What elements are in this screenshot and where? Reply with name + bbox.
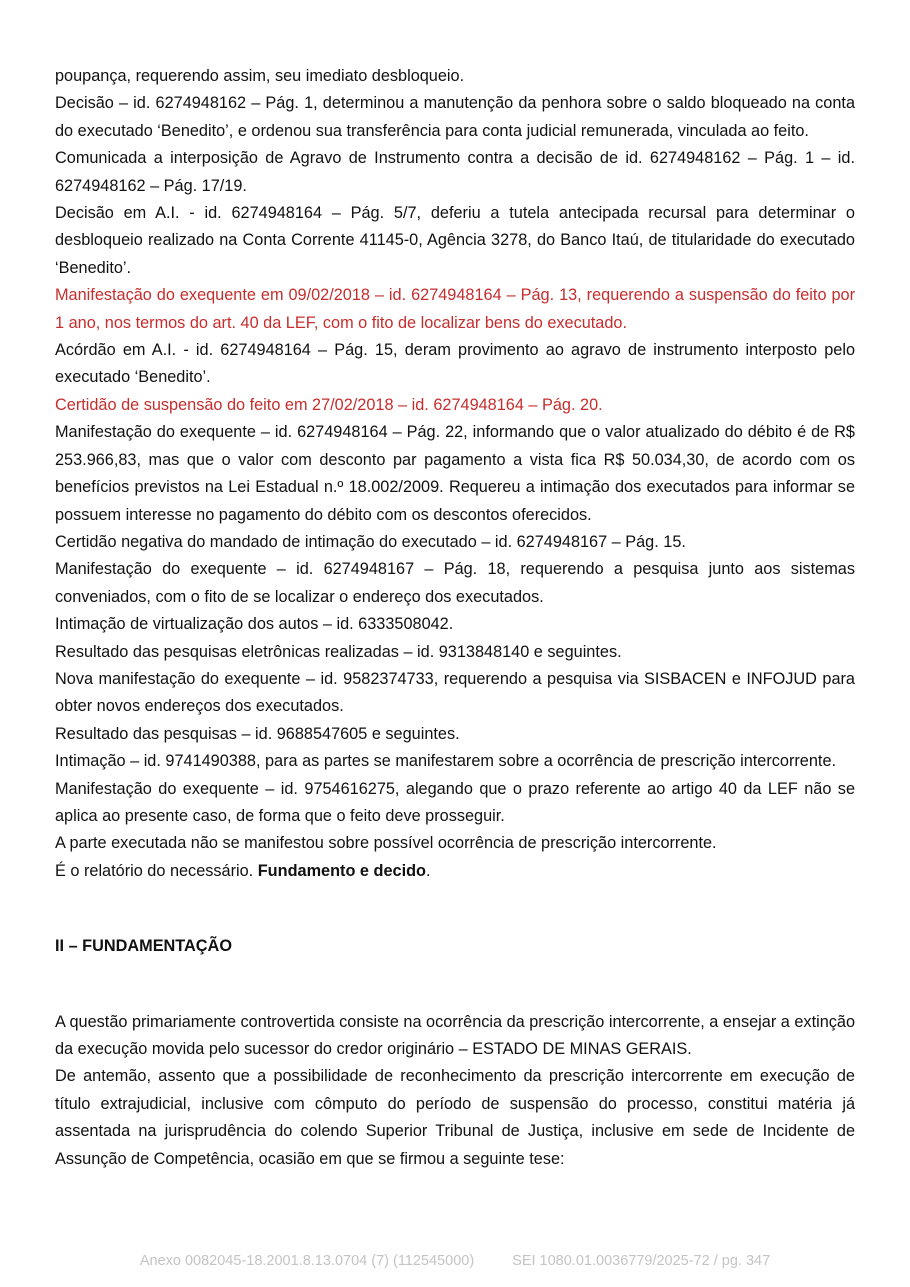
footer-sei-reference: SEI 1080.01.0036779/2025-72 / pg. 347 <box>512 1253 771 1269</box>
report-list <box>55 63 855 885</box>
closing-bold: Fundamento e decido <box>257 861 426 880</box>
report-paragraph: Manifestação do exequente – id. 6274948167 – Pág. 18, requerendo a pesquisa junto aos sistemas conveniados, com o fito de se localizar o endereço dos executados. <box>55 560 855 606</box>
report-paragraph: Resultado das pesquisas – id. 9688547605 e seguintes. <box>55 724 460 743</box>
page-footer <box>0 1253 910 1269</box>
highlighted-paragraph: Certidão de suspensão do feito em 27/02/2018 – id. 6274948164 – Pág. 20. <box>55 395 603 414</box>
report-paragraph: poupança, requerendo assim, seu imediato desbloqueio. <box>55 67 465 85</box>
report-paragraph: Decisão – id. 6274948162 – Pág. 1, determinou a manutenção da penhora sobre o saldo bloqueado na conta do executado ‘Benedito’, e ordenou sua transferência para conta judicial remunerada, vinculada ao feito. <box>55 94 855 140</box>
report-paragraph: A parte executada não se manifestou sobre possível ocorrência de prescrição intercorrente. <box>55 834 717 853</box>
closing-sentence <box>55 858 855 885</box>
report-paragraph: Intimação de virtualização dos autos – id. 6333508042. <box>55 615 454 634</box>
footer-annex: Anexo 0082045-18.2001.8.13.0704 (7) (112545000) <box>139 1253 475 1269</box>
reasoning-paragraph: De antemão, assento que a possibilidade de reconhecimento da prescrição intercorrente em execução de título extrajudicial, inclusive com cômputo do período de suspensão do processo, constitui matéria já assentada na jurisprudência do colendo Superior Tribunal de Justiça, inclusive em sede de Incidente de Assunção de Competência, ocasião em que se firmou a seguinte tese: <box>55 1067 855 1168</box>
spacer <box>55 961 855 1009</box>
document-page <box>55 63 855 1173</box>
reasoning-paragraph: A questão primariamente controvertida consiste na ocorrência da prescrição intercorrente, a ensejar a extinção da execução movida pelo sucessor do credor originário – ESTADO DE MINAS GERAIS. <box>55 1012 856 1058</box>
section-heading: II – FUNDAMENTAÇÃO <box>55 937 232 956</box>
closing-prefix: É o relatório do necessário. <box>55 861 258 880</box>
report-paragraph: Acórdão em A.I. - id. 6274948164 – Pág. 15, deram provimento ao agravo de instrumento interposto pelo executado ‘Benedito’. <box>55 341 855 387</box>
report-paragraph: Manifestação do exequente – id. 6274948164 – Pág. 22, informando que o valor atualizado do débito é de R$ 253.966,83, mas que o valor com desconto par pagamento a vista fica R$ 50.034,30, de acordo com os benefícios previstos na Lei Estadual n.º 18.002/2009. Requereu a intimação dos executados para informar se possuem interesse no pagamento do débito com os descontos oferecidos. <box>55 423 855 524</box>
reasoning-section <box>55 1009 855 1173</box>
closing-suffix: . <box>426 861 431 880</box>
spacer <box>55 885 855 933</box>
report-paragraph: Certidão negativa do mandado de intimação do executado – id. 6274948167 – Pág. 15. <box>55 532 686 551</box>
report-paragraph: Decisão em A.I. - id. 6274948164 – Pág. 5/7, deferiu a tutela antecipada recursal para determinar o desbloqueio realizado na Conta Corrente 41145-0, Agência 3278, do Banco Itaú, de titularidade do executado ‘Benedito’. <box>55 204 855 277</box>
highlighted-paragraph: Manifestação do exequente em 09/02/2018 – id. 6274948164 – Pág. 13, requerendo a suspensão do feito por 1 ano, nos termos do art. 40 da LEF, com o fito de localizar bens do executado. <box>55 286 855 332</box>
report-paragraph: Comunicada a interposição de Agravo de Instrumento contra a decisão de id. 6274948162 – Pág. 1 – id. 6274948162 – Pág. 17/19. <box>55 149 855 195</box>
report-paragraph: Nova manifestação do exequente – id. 9582374733, requerendo a pesquisa via SISBACEN e INFOJUD para obter novos endereços dos executados. <box>55 669 855 716</box>
report-paragraph: Intimação – id. 9741490388, para as partes se manifestarem sobre a ocorrência de prescrição intercorrente. <box>55 752 837 771</box>
report-paragraph: Resultado das pesquisas eletrônicas realizadas – id. 9313848140 e seguintes. <box>55 642 622 661</box>
report-paragraph: Manifestação do exequente – id. 9754616275, alegando que o prazo referente ao artigo 40 da LEF não se aplica ao presente caso, de forma que o feito deve prosseguir. <box>55 779 855 825</box>
